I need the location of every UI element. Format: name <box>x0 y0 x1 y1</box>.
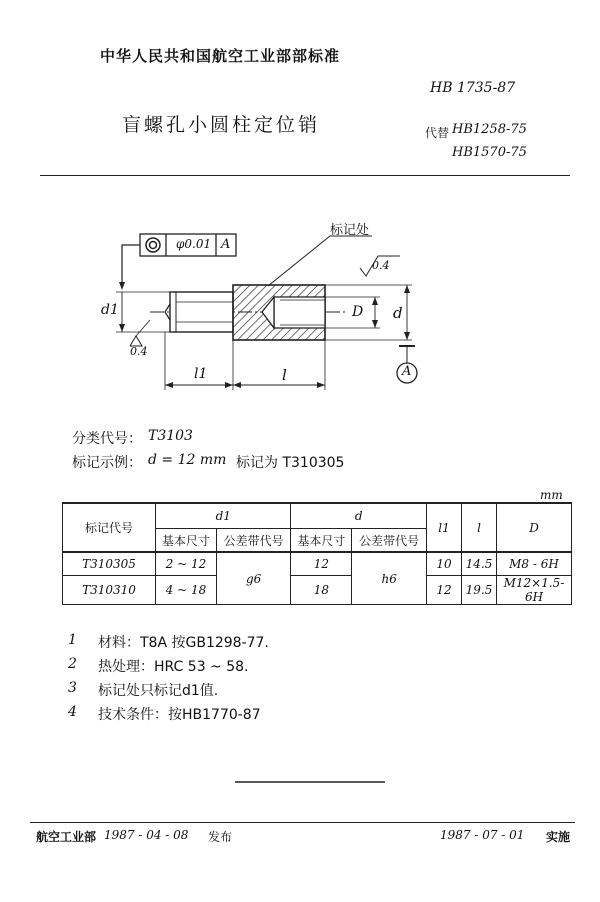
unit-label: mm <box>540 488 563 502</box>
row-l1: 12 <box>427 576 462 605</box>
row-d: 18 <box>291 576 352 605</box>
table-header-row-1 <box>63 503 572 529</box>
note-text: 热处理：HRC 53 ~ 58. <box>98 659 249 675</box>
footer-impl-date: 1987 - 07 - 01 <box>440 828 525 842</box>
note-text: 材料：T8A 按GB1298-77. <box>98 635 269 651</box>
tol-g6: g6 <box>216 552 291 605</box>
replaces-label: 代替 <box>425 126 450 140</box>
col-D: D <box>497 503 572 552</box>
example-label: 标记示例： <box>72 455 142 471</box>
document-title: 盲螺孔小圆柱定位销 <box>122 114 321 136</box>
datum-letter: A <box>402 364 412 379</box>
roughness-left: 0.4 <box>130 345 148 358</box>
tolerance-datum: A <box>221 237 231 252</box>
col-mark: 标记代号 <box>63 503 156 552</box>
d-tol-code: 公差带代号 <box>352 529 427 553</box>
pin-shank <box>170 292 233 332</box>
d-basic-size: 基本尺寸 <box>291 529 352 553</box>
tolerance-value: φ0.01 <box>176 237 212 251</box>
note-num: 1 <box>68 632 77 648</box>
note-num: 3 <box>68 680 77 696</box>
row-d: 12 <box>291 552 352 576</box>
replaces-1: HB1258-75 <box>452 122 527 137</box>
org-name: 中华人民共和国航空工业部部标准 <box>100 47 341 65</box>
row-mark: T310310 <box>63 576 156 605</box>
note-text: 技术条件：按HB1770-87 <box>98 707 261 723</box>
row-l: 19.5 <box>462 576 497 605</box>
footer-rule <box>30 822 575 823</box>
col-l1: l1 <box>427 503 462 552</box>
row-l1: 10 <box>427 552 462 576</box>
tol-h6: h6 <box>352 552 427 605</box>
row-d1: 4 ~ 18 <box>156 576 217 605</box>
dim-D: D <box>352 304 364 320</box>
example-mark: 标记为 T310305 <box>236 455 345 471</box>
replaces-2: HB1570-75 <box>452 145 527 160</box>
footer-issuer: 航空工业部 <box>36 830 97 844</box>
roughness-right: 0.4 <box>372 259 390 272</box>
footer-issue-date: 1987 - 04 - 08 <box>104 828 189 842</box>
row-D: M8 - 6H <box>497 552 572 576</box>
spec-table <box>62 502 572 605</box>
row-d1: 2 ~ 12 <box>156 552 217 576</box>
col-l: l <box>462 503 497 552</box>
dim-d: d <box>393 304 403 322</box>
standard-number: HB 1735-87 <box>430 80 516 96</box>
table-row <box>63 552 572 576</box>
d1-tol-code: 公差带代号 <box>216 529 291 553</box>
footer-issue-label: 发布 <box>208 830 233 844</box>
note-text: 标记处只标记d1值. <box>98 683 219 699</box>
concentricity-icon <box>146 238 160 252</box>
class-code-value: T3103 <box>148 428 193 444</box>
example-value: d = 12 mm <box>148 452 227 468</box>
note-num: 2 <box>68 656 77 672</box>
dim-l: l <box>282 366 287 384</box>
mark-location-label: 标记处 <box>330 223 370 238</box>
table-row <box>63 576 572 605</box>
row-D: M12×1.5-6H <box>497 576 572 605</box>
row-mark: T310305 <box>63 552 156 576</box>
class-code-label: 分类代号： <box>72 431 142 447</box>
col-d1: d1 <box>156 503 291 529</box>
dim-l1: l1 <box>194 366 208 382</box>
d1-basic-size: 基本尺寸 <box>156 529 217 553</box>
row-l: 14.5 <box>462 552 497 576</box>
col-d: d <box>291 503 427 529</box>
footer-impl-label: 实施 <box>546 830 571 844</box>
note-num: 4 <box>68 704 77 720</box>
dim-d1: d1 <box>101 302 119 318</box>
